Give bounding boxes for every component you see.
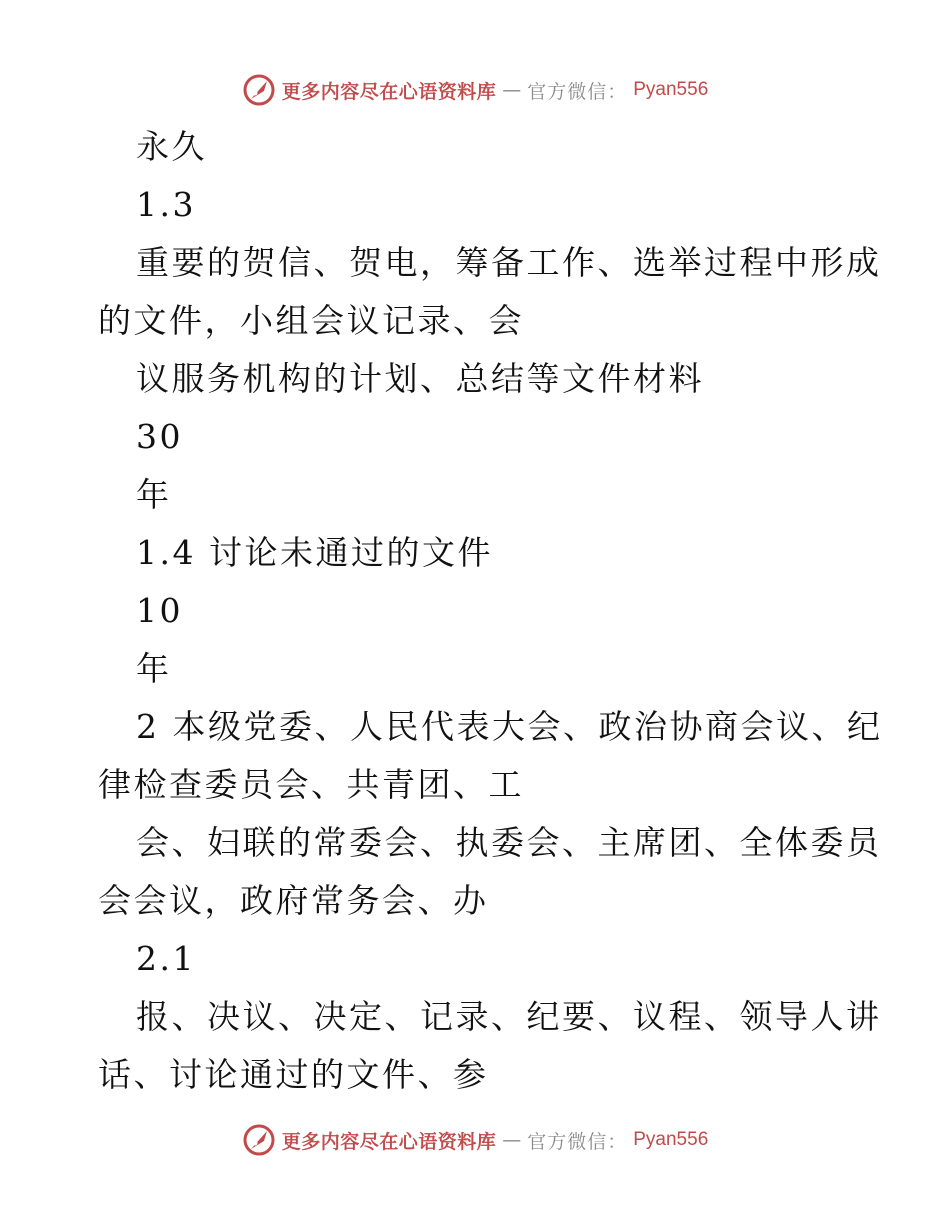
watermark-text: 更多内容尽在心语资料库 (281, 1130, 497, 1153)
text-line: 会会议，政府常务会、办 (98, 881, 489, 920)
watermark-dash: — (502, 1129, 522, 1151)
watermark-official-label: 官方微信： (527, 80, 628, 103)
text-line: 话、讨论通过的文件、参 (98, 1055, 489, 1094)
watermark-wechat-id: Pyan556 (633, 79, 709, 100)
text-line: 报、决议、决定、记录、纪要、议程、领导人讲 (136, 997, 882, 1036)
quill-circle-logo-icon (242, 73, 276, 107)
text-line: 1.4 讨论未通过的文件 (136, 533, 493, 572)
text-line: 的文件，小组会议记录、会 (98, 301, 524, 340)
watermark-dash: — (502, 79, 522, 101)
text-line: 年 (136, 649, 172, 688)
footer-watermark (0, 1120, 950, 1160)
quill-circle-logo-icon (242, 1123, 276, 1157)
text-line: 律检查委员会、共青团、工 (98, 765, 524, 804)
text-line: 重要的贺信、贺电，筹备工作、选举过程中形成 (136, 243, 882, 282)
watermark-wechat-id: Pyan556 (633, 1129, 709, 1150)
text-line: 会、妇联的常委会、执委会、主席团、全体委员 (136, 823, 882, 862)
header-watermark (0, 70, 950, 110)
text-line: 2 本级党委、人民代表大会、政治协商会议、纪 (136, 707, 883, 746)
text-line: 2.1 (136, 939, 196, 978)
text-line: 1.3 (136, 185, 196, 224)
text-line: 30 (136, 417, 183, 456)
watermark-official-label: 官方微信： (527, 1130, 628, 1153)
text-line: 年 (136, 475, 172, 514)
watermark-text: 更多内容尽在心语资料库 (281, 80, 497, 103)
text-line: 议服务机构的计划、总结等文件材料 (136, 359, 704, 398)
text-line: 永久 (136, 127, 207, 166)
text-line: 10 (136, 591, 183, 630)
